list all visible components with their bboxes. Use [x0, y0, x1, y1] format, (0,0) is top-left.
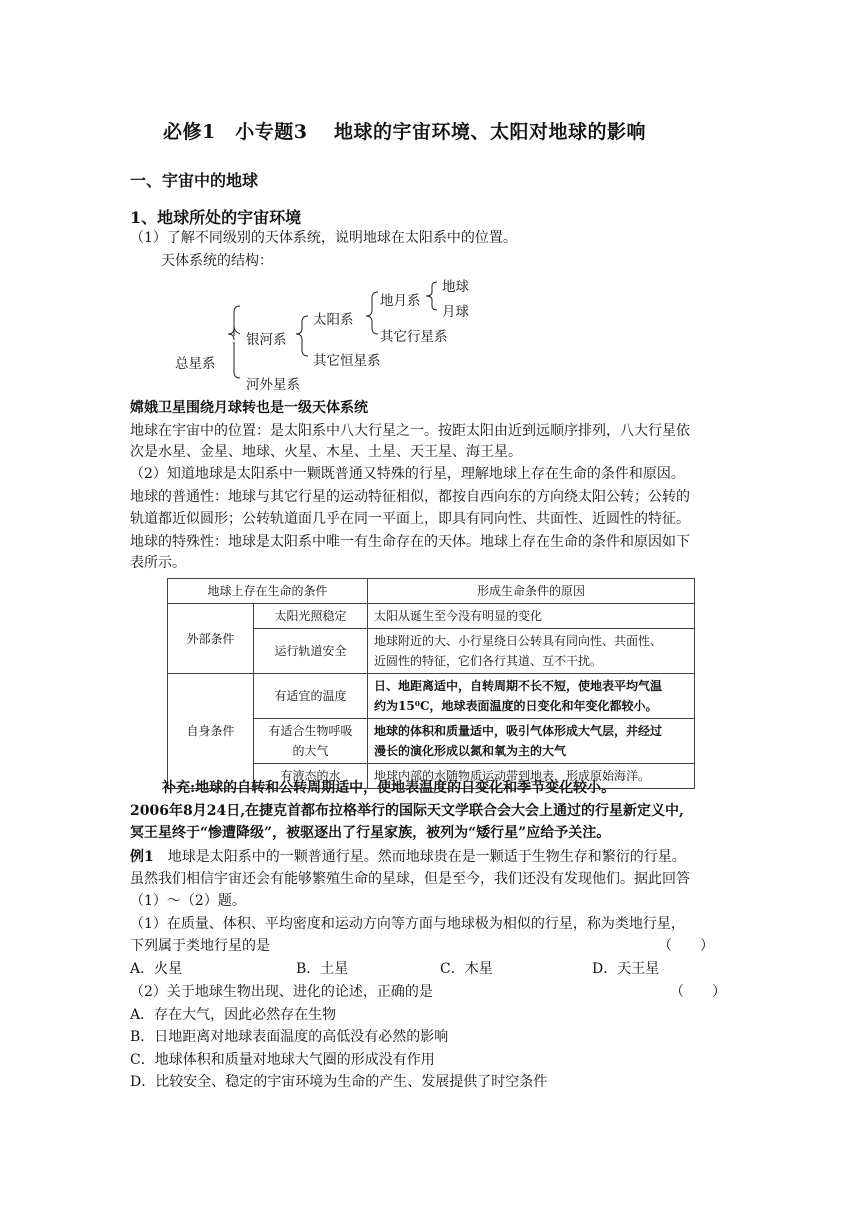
table-internal: 自身条件: [168, 674, 254, 789]
table-reason: 地球内部的水随物质运动带到地表，形成原始海洋。: [368, 764, 695, 789]
tree-other-star: 其它恒星系: [313, 353, 381, 369]
question-1-line-1: （1）在质量、体积、平均密度和运动方向等方面与地球极为相似的行星，称为类地行星，: [130, 916, 685, 932]
tree-solar: 太阳系: [313, 312, 354, 328]
q1-option-c: C．木星: [440, 961, 493, 977]
table-row: [168, 674, 695, 719]
example-line-2: 虽然我们相信宇宙还会有能够繁殖生命的星球，但是至今，我们还没有发现他们。据此回答: [130, 871, 690, 887]
reason-line: 地球的体积和质量适中，吸引气体形成大气层，并经过: [374, 724, 663, 738]
position-line-1: 地球在宇宙中的位置：是太阳系中八大行星之一。按距太阳由近到远顺序排列，八大行星依: [130, 423, 690, 439]
supplement: 补充:地球的自转和公转周期适中，使地表温度的日变化和季节变化较小。: [162, 780, 616, 796]
q1-option-a: A．火星: [130, 961, 183, 977]
common-line-1: 地球的普通性：地球与其它行星的运动特征相似，都按自西向东的方向绕太阳公转；公转的: [130, 489, 690, 505]
example-line-3: （1）～（2）题。: [130, 893, 246, 909]
table-sub: 有适宜的温度: [254, 674, 368, 719]
table-reason: [368, 629, 695, 674]
q2-option-a: A．存在大气，因此必然存在生物: [130, 1007, 337, 1023]
special-line-1: 地球的特殊性：地球是太阳系中唯一有生命存在的天体。地球上存在生命的条件和原因如下: [130, 534, 690, 550]
q2-option-b: B．日地距离对地球表面温度的高低没有必然的影响: [130, 1029, 449, 1045]
page-title: 必修1 小专题3 地球的宇宙环境、太阳对地球的影响: [163, 121, 647, 143]
sub-line: 的大气: [292, 744, 329, 758]
life-conditions-table: [167, 578, 695, 789]
table-sub: 有液态的水: [254, 764, 368, 789]
q1-option-d: D．天王星: [592, 961, 660, 977]
table-reason: 太阳从诞生至今没有明显的变化: [368, 604, 695, 629]
brace-galaxy: [296, 316, 308, 356]
table-sub: 运行轨道安全: [254, 629, 368, 674]
example-line-1: [130, 847, 686, 868]
tree-galaxy: 银河系: [246, 332, 287, 348]
reason-line: 近圆性的特征，它们各行其道、互不干扰。: [374, 654, 603, 668]
question-1-line-2: 下列属于类地行星的是: [130, 938, 270, 954]
tree-earth-moon: 地月系: [380, 293, 421, 309]
question-1-answer-blank: （ ）: [658, 938, 714, 954]
question-2: （2）关于地球生物出现、进化的论述，正确的是: [130, 984, 433, 1000]
note-bold: 嫦娥卫星围绕月球转也是一级天体系统: [130, 400, 368, 416]
table-sub: [254, 719, 368, 764]
reason-line: 地球附近的大、小行星绕日公转具有同向性、共面性、: [374, 634, 663, 648]
table-header-row: [168, 579, 695, 604]
news-line-1: 2006年8月24日,在捷克首都布拉格举行的国际天文学联合会大会上通过的行星新定义中,: [130, 803, 684, 819]
tree-moon: 月球: [442, 304, 469, 320]
table-external: 外部条件: [168, 604, 254, 674]
reason-line: 漫长的演化形成以氮和氧为主的大气: [374, 744, 567, 758]
q2-option-c: C．地球体积和质量对地球大气圈的形成没有作用: [130, 1052, 435, 1068]
question-2-answer-blank: （ ）: [670, 984, 726, 1000]
common-line-2: 轨道都近似圆形；公转轨道面几乎在同一平面上，即具有同向性、共面性、近圆性的特征。: [130, 511, 690, 527]
q2-option-d: D．比较安全、稳定的宇宙环境为生命的产生、发展提供了时空条件: [130, 1074, 548, 1090]
tree-other-planet: 其它行星系: [380, 329, 448, 345]
objective-1: （1）了解不同级别的天体系统，说明地球在太阳系中的位置。: [130, 230, 517, 246]
news-line-2: 冥王星终于“惨遭降级”，被驱逐出了行星家族，被列为“矮行星”应给予关注。: [130, 825, 611, 841]
tree-earth: 地球: [442, 279, 469, 295]
sub-line: 有适合生物呼吸: [268, 724, 353, 738]
example-text: 地球是太阳系中的一颗普通行星。然而地球贵在是一颗适于生物生存和繁衍的行星。: [153, 849, 686, 865]
special-line-2: 表所示。: [130, 555, 186, 571]
q1-option-b: B．土星: [296, 961, 349, 977]
brace-earth-moon: [426, 282, 437, 310]
tree-root: 总星系: [175, 356, 216, 372]
table-row: [168, 604, 695, 629]
example-label: 例1: [130, 849, 154, 865]
table-reason: [368, 719, 695, 764]
brace-solar: [366, 292, 378, 334]
position-line-2: 次是水星、金星、地球、火星、木星、土星、天王星、海王星。: [130, 444, 522, 460]
reason-line: 约为15⁰C，地球表面温度的日变化和年变化都较小。: [374, 699, 658, 713]
table-sub: 太阳光照稳定: [254, 604, 368, 629]
reason-line: 日、地距离适中，自转周期不长不短，使地表平均气温: [374, 679, 663, 693]
section-heading: 一、宇宙中的地球: [130, 171, 259, 190]
table-reason: [368, 674, 695, 719]
subsection-heading: 1、地球所处的宇宙环境: [130, 208, 302, 227]
structure-label: 天体系统的结构：: [161, 253, 273, 269]
table-head-condition: 地球上存在生命的条件: [168, 579, 368, 604]
table-head-reason: 形成生命条件的原因: [368, 579, 695, 604]
objective-2: （2）知道地球是太阳系中一颗既普通又特殊的行星，理解地球上存在生命的条件和原因。: [130, 466, 685, 482]
tree-other-galaxy: 河外星系: [246, 377, 300, 393]
brace-root: [228, 306, 240, 378]
